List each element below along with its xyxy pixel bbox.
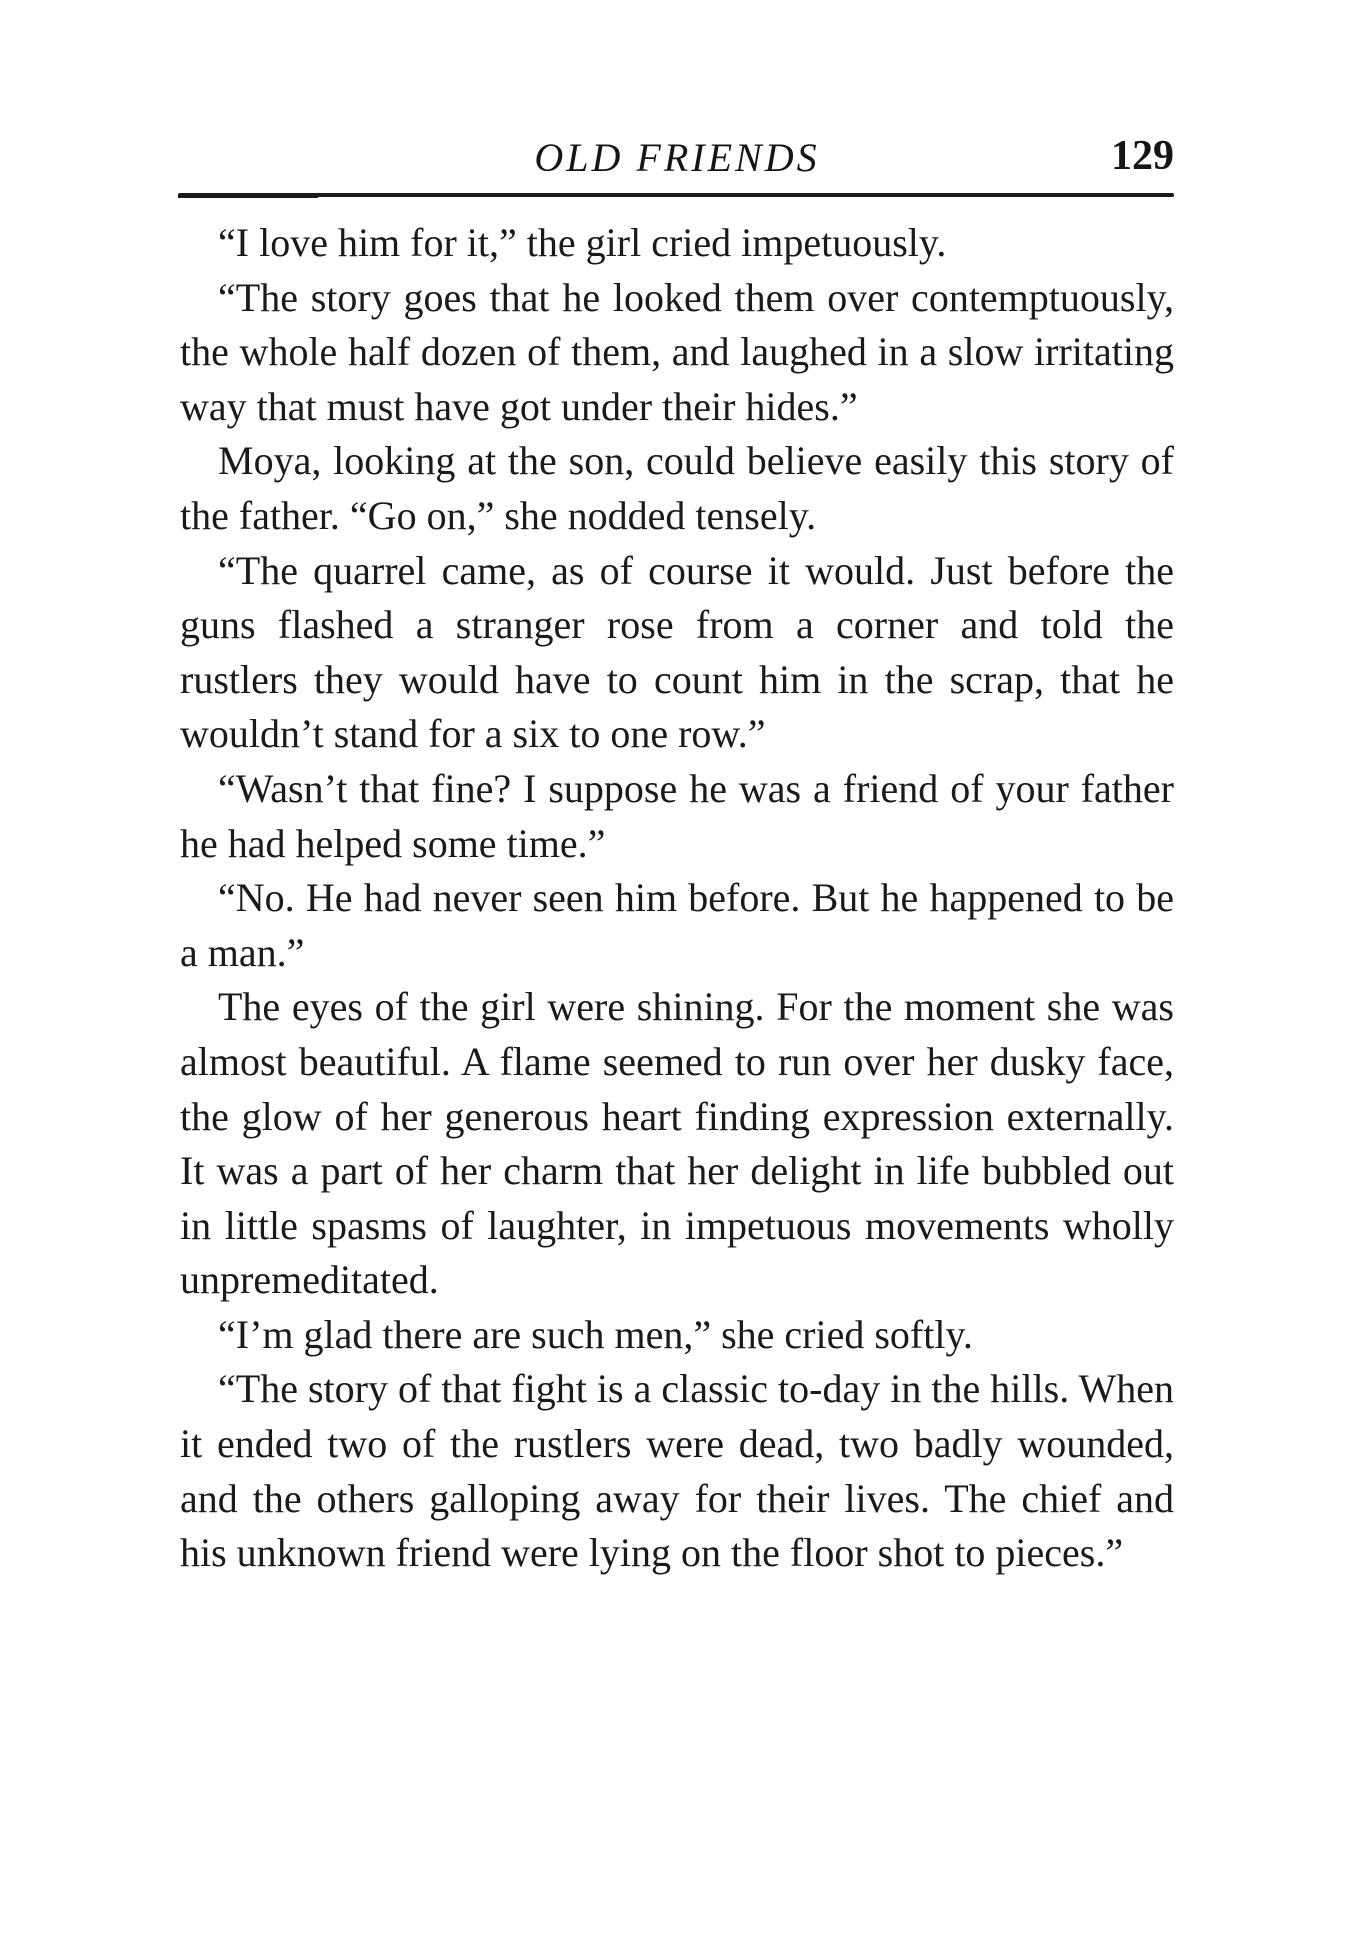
paragraph: Moya, looking at the son, could believe easily this story of the father. “Go on,” she nodded tensely. — [180, 438, 1174, 538]
paragraph: “The quarrel came, as of course it would. Just before the guns flashed a stranger rose from a corner and told the rustlers they would have to count him in the scrap, that he wouldn’t stand for a six to one row.” — [180, 547, 1174, 757]
body-text — [180, 216, 1174, 1581]
paragraph: “No. He had never seen him before. But he happened to be a man.” — [180, 875, 1174, 975]
header-rule — [178, 193, 1174, 197]
paragraph: “Wasn’t that fine? I suppose he was a friend of your father he had helped some time.” — [180, 765, 1174, 866]
page-number: 129 — [1111, 133, 1174, 179]
paragraph: “I’m glad there are such men,” she cried softly. — [218, 1311, 973, 1357]
paragraph: “The story goes that he looked them over contemptuously, the whole half dozen of them, and laughed in a slow irritating way that must have got under their hides.” — [180, 274, 1174, 429]
paragraph: “The story of that fight is a classic to-day in the hills. When it ended two of the rustlers were dead, two badly wounded, and the others galloping away for their lives. The chief and his unknown friend were lying on the floor shot to pieces.” — [180, 1366, 1174, 1576]
page-header — [180, 128, 1174, 188]
paragraph: The eyes of the girl were shining. For the moment she was almost beautiful. A flame seemed to run over her dusky face, the glow of her generous heart finding expression externally. It was a part of her charm that her delight in life bubbled out in little spasms of laughter, in impetuous movements wholly unpremeditated. — [180, 984, 1174, 1303]
paragraph: “I love him for it,” the girl cried impetuously. — [218, 220, 947, 265]
running-title: OLD FRIENDS — [534, 135, 820, 180]
